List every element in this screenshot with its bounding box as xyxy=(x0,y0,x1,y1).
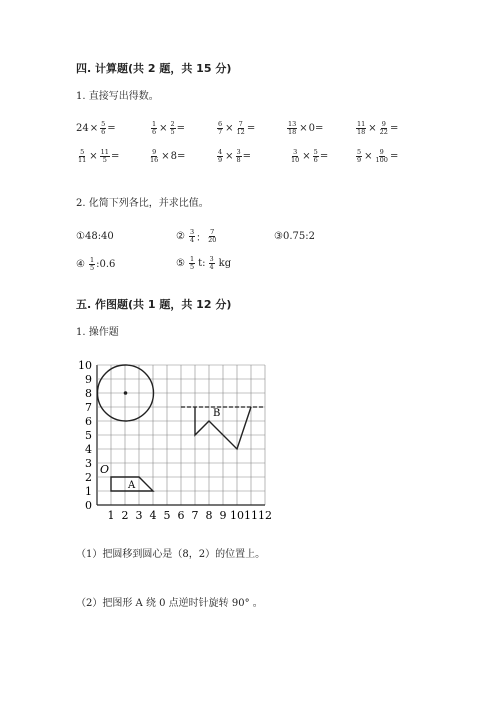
ratio-item-5: ⑤ $\frac{1}{5}$ t: $\frac{3}{4}$ kg xyxy=(176,255,232,271)
label-b: B xyxy=(213,408,221,419)
y-tick-label: 2 xyxy=(85,471,92,484)
calc-r2-2: $\frac{9}{16}$ × 8= xyxy=(150,148,186,164)
x-tick-label: 9 xyxy=(219,509,227,522)
y-tick-label: 7 xyxy=(85,401,92,414)
calc-r2-3: $\frac{4}{9}$ × $\frac{3}{8}$ = xyxy=(218,148,252,164)
ratio-item-3: ③0.75:2 xyxy=(274,231,315,242)
label-a: A xyxy=(128,480,136,491)
calc-r2-4: $\frac{3}{10}$ × $\frac{5}{6}$ = xyxy=(291,148,329,164)
calc-r1-2: $\frac{1}{6}$ × $\frac{2}{5}$ = xyxy=(152,120,186,136)
x-tick-label: 10 xyxy=(230,509,244,522)
grid-lines xyxy=(97,365,265,505)
x-tick-label: 8 xyxy=(205,509,213,522)
calc-r1-1: 24 × $\frac{5}{6}$ = xyxy=(76,120,116,136)
x-tick-label: 11 xyxy=(244,509,258,522)
calc-r2-5: $\frac{5}{9}$ × $\frac{9}{100}$ = xyxy=(357,148,399,164)
x-tick-label: 6 xyxy=(177,509,185,522)
ratio-item-4: ④ $\frac{1}{5}$ :0.6 xyxy=(76,256,116,272)
x-axis-labels xyxy=(108,509,273,522)
x-tick-label: 1 xyxy=(107,509,115,522)
y-tick-label: 3 xyxy=(85,457,92,470)
x-tick-label: 4 xyxy=(149,509,157,522)
calc-r2-1: $\frac{5}{11}$ × $\frac{11}{5}$ = xyxy=(78,148,120,164)
calc-r1-3: $\frac{6}{7}$ × $\frac{7}{12}$ = xyxy=(218,120,256,136)
x-tick-label: 12 xyxy=(258,509,272,522)
y-tick-label: 5 xyxy=(85,429,92,442)
y-tick-label: 4 xyxy=(85,443,92,456)
section-5-title: 五. 作图题(共 1 题，共 12 分) xyxy=(76,298,232,311)
x-tick-label: 5 xyxy=(163,509,171,522)
y-tick-label: 10 xyxy=(78,359,92,372)
y-tick-label: 0 xyxy=(85,499,92,512)
question-1-prompt: 1. 直接写出得数。 xyxy=(76,91,159,102)
calc-r1-5: $\frac{11}{18}$ × $\frac{9}{22}$ = xyxy=(357,120,399,136)
ratio-item-1: ①48:40 xyxy=(76,231,114,242)
label-o: O xyxy=(100,463,110,476)
operation-question-prompt: 1. 操作题 xyxy=(76,327,119,338)
y-tick-label: 6 xyxy=(85,415,92,428)
question-2-prompt: 2. 化简下列各比，并求比值。 xyxy=(76,198,209,209)
section-4-title: 四. 计算题(共 2 题，共 15 分) xyxy=(76,62,232,75)
y-tick-label: 1 xyxy=(85,485,92,498)
task-2-text: （2）把图形 A 绕 0 点逆时针旋转 90° 。 xyxy=(76,598,263,609)
coordinate-grid xyxy=(70,355,285,525)
calc-r1-4: $\frac{13}{18}$ × 0= xyxy=(288,120,324,136)
circle-center xyxy=(124,391,128,395)
ratio-item-2: ② $\frac{3}{4}$ ： $\frac{7}{20}$ xyxy=(176,228,217,244)
y-tick-label: 8 xyxy=(85,387,92,400)
x-tick-label: 2 xyxy=(121,509,129,522)
task-1-text: （1）把圆移到圆心是（8，2）的位置上。 xyxy=(76,549,266,560)
y-axis-labels xyxy=(78,359,92,512)
y-tick-label: 9 xyxy=(85,373,92,386)
x-tick-label: 7 xyxy=(191,509,199,522)
x-tick-label: 3 xyxy=(135,509,143,522)
